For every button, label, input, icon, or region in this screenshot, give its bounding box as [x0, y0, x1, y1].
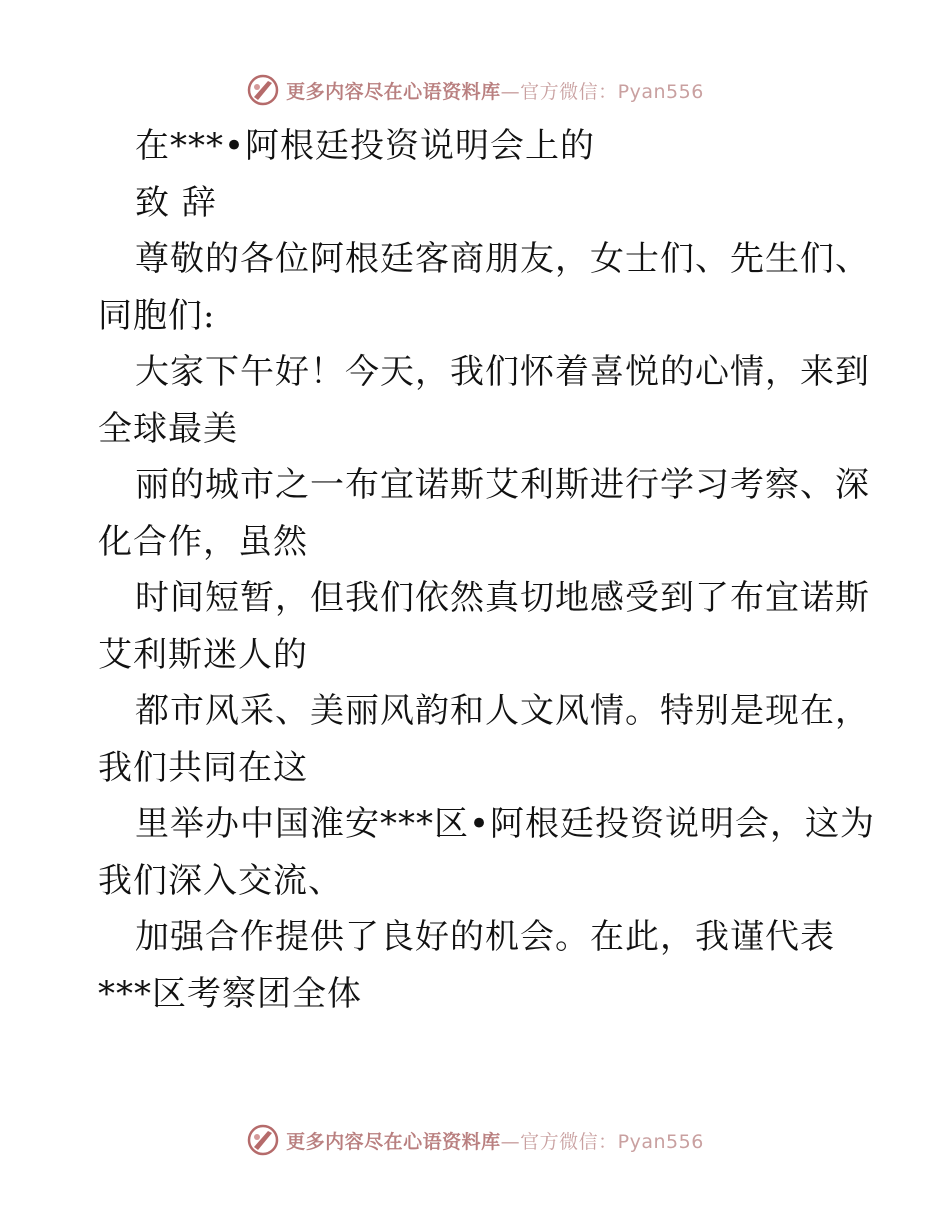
doc-line: 我们深入交流、	[98, 860, 343, 901]
watermark-brand: 更多内容尽在心语资料库	[286, 80, 501, 103]
quill-logo-icon	[246, 1123, 280, 1157]
watermark-text	[286, 77, 704, 104]
watermark-wechat: 官方微信：Pyan556	[520, 80, 704, 103]
doc-line: 我们共同在这	[98, 747, 308, 788]
watermark-brand: 更多内容尽在心语资料库	[286, 1130, 501, 1153]
footer-watermark	[0, 1120, 950, 1160]
doc-line: 艾利斯迷人的	[98, 634, 308, 675]
doc-line: 全球最美	[98, 408, 238, 449]
doc-line: 时间短暂，但我们依然真切地感受到了布宜诺斯	[135, 578, 870, 618]
doc-line: 丽的城市之一布宜诺斯艾利斯进行学习考察、深	[135, 465, 870, 505]
doc-line: 加强合作提供了良好的机会。在此，我谨代表	[135, 917, 835, 957]
doc-line: 尊敬的各位阿根廷客商朋友，女士们、先生们、	[135, 239, 870, 279]
doc-line: ***区考察团全体	[98, 973, 362, 1014]
doc-line: 都市风采、美丽风韵和人文风情。特别是现在，	[135, 691, 870, 731]
document-body	[98, 118, 876, 1022]
doc-line: 大家下午好！今天，我们怀着喜悦的心情，来到	[135, 352, 870, 392]
watermark-separator: —	[500, 80, 521, 103]
doc-line: 在***•阿根廷投资说明会上的	[135, 126, 596, 166]
watermark-separator: —	[500, 1130, 521, 1153]
doc-line: 同胞们:	[98, 295, 216, 336]
header-watermark	[0, 70, 950, 110]
doc-line: 里举办中国淮安***区•阿根廷投资说明会，这为	[135, 804, 876, 844]
watermark-wechat: 官方微信：Pyan556	[520, 1130, 704, 1153]
doc-line: 致 辞	[135, 182, 217, 223]
doc-line: 化合作，虽然	[98, 521, 308, 562]
quill-logo-icon	[246, 73, 280, 107]
watermark-text	[286, 1127, 704, 1154]
